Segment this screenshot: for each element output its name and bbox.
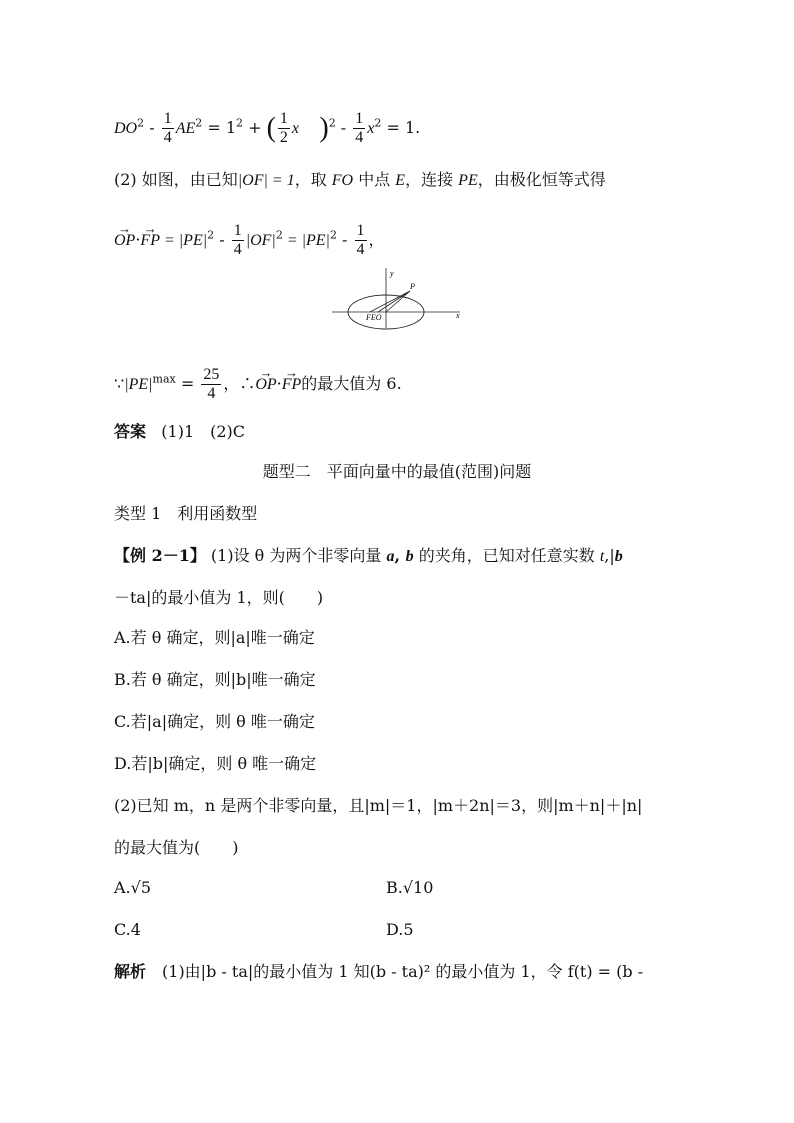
equation-line-3: → OP·→ FP = $|PE|^2$ - $\frac{1}{4}$ $|OF|^2 = |PE|^2$ - $\frac{1}{4}$ ， (114, 222, 385, 259)
option-a: A.若 θ 确定，则|a|唯一确定 (114, 628, 315, 647)
question-2-line-2: 的最大值为( ) (114, 838, 239, 857)
section-title: 题型二 平面向量中的最值(范围)问题 (262, 462, 532, 481)
analysis-text: (1)由|b - ta|的最小值为 1 知(b - ta)² 的最小值为 1，令 f(t) = (b - (146, 962, 644, 981)
var-x: x (291, 120, 300, 137)
option-c: C.若|a|确定，则 θ 唯一确定 (114, 712, 315, 731)
term-pe: |PE| (124, 376, 153, 393)
fraction: $\frac{1}{4}$ (163, 110, 172, 146)
option-b: B.若 θ 确定，则|b|唯一确定 (114, 670, 316, 689)
p-label: P (410, 282, 415, 291)
ellipse-figure (330, 266, 466, 332)
term-ae: AE (175, 120, 196, 137)
term-e: E (395, 172, 406, 189)
equals: = 1. (381, 118, 421, 137)
example-line-1: 【例 2－1】 (1)设 θ 为两个非零向量 a, b 的夹角，已知对任意实数 t,|b (114, 546, 623, 565)
equation-line-1: $DO^2$ - $\frac{1}{4}$ $AE^2 = 1^2$ + ( $\frac{1}{2}$ x )$^2$ - $\frac{1}{4}$ $x^2 = 1$. (114, 110, 421, 146)
analysis-label: 解析 (114, 962, 147, 981)
vector-op: → OP (114, 231, 135, 251)
option-2d: D.5 (386, 920, 414, 939)
vector-fp: → FP (282, 375, 302, 395)
feo-label: FEO (366, 313, 382, 322)
example-line-2: －ta|的最小值为 1，则( ) (114, 588, 324, 607)
x-label: x (456, 311, 460, 320)
fraction: $\frac{25}{4}$ (203, 366, 220, 402)
text-line-2: (2) 如图，由已知|OF| = 1，取 FO 中点 E，连接 PE，由极化恒等式得 (114, 170, 606, 189)
answer-line (114, 422, 245, 442)
answer-label: 答案 (114, 422, 147, 441)
option-2c: C.4 (114, 920, 141, 939)
fraction: $\frac{1}{4}$ (355, 110, 364, 146)
example-label: 【例 2－1】 (114, 546, 206, 565)
plus-sign: + (243, 118, 267, 137)
option-2a: A.√5 (114, 878, 152, 897)
type-title: 类型 1 利用函数型 (114, 504, 258, 523)
term-do: DO (114, 120, 138, 137)
equation-line-4: $\because|PE|^{max}$ = $\frac{25}{4}$ ，∴→ OP·→ FP的最大值为 6. (114, 366, 402, 403)
segment-ep (378, 291, 410, 312)
y-label: y (390, 269, 394, 278)
vector-op: → OP (255, 375, 276, 395)
equals: = 1 (202, 118, 236, 137)
max-label: max (152, 372, 176, 386)
fraction: $\frac{1}{4}$ (356, 222, 365, 258)
term-of: |OF| = 1 (237, 172, 295, 189)
vector-b: b (405, 548, 414, 565)
vector-fp: → FP (140, 231, 160, 251)
option-d: D.若|b|确定，则 θ 唯一确定 (114, 754, 317, 773)
term-fo: FO (331, 172, 354, 189)
vector-a: a (386, 548, 395, 565)
minus-sign: - (144, 118, 160, 137)
term-pe: PE (458, 172, 478, 189)
analysis-line (114, 962, 643, 982)
answer-text: (1)1 (2)C (161, 422, 246, 441)
option-2b: B.√10 (386, 878, 434, 897)
question-2-line-1: (2)已知 m，n 是两个非零向量，且|m|＝1，|m＋2n|＝3，则|m＋n|＋|n| (114, 796, 643, 815)
var-x: x (367, 120, 375, 137)
fraction: $\frac{1}{4}$ (233, 222, 242, 258)
minus-sign: - (335, 118, 352, 137)
fraction: $\frac{1}{2}$ (279, 110, 288, 146)
